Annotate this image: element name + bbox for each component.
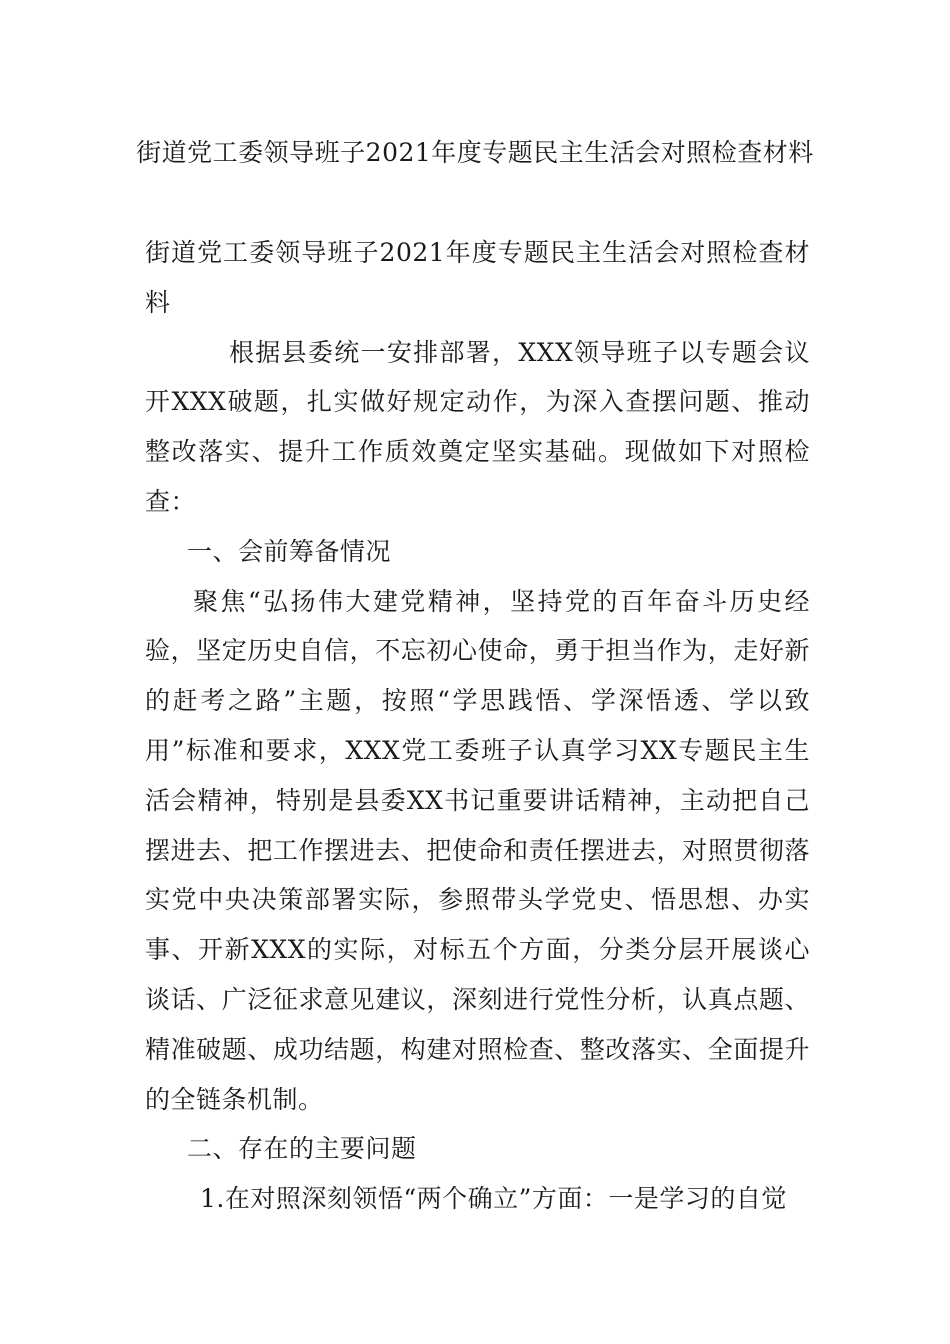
document-title: 街道党工委领导班子2021年度专题民主生活会对照检查材料	[136, 138, 814, 167]
preparation-paragraph: 聚焦“弘扬伟大建党精神，坚持党的百年奋斗历史经验，坚定历史自信，不忘初心使命，勇于担当作为，走好新的赶考之路”主题，按照“学思践悟、学深悟透、学以致用”标准和要求，XXX党工委班子认真学习XX专题民主生活会精神，特别是县委XX书记重要讲话精神，主动把自己摆进去、把工作摆进去、把使命和责任摆进去，对照贯彻落实党中央决策部署实际，参照带头学党史、悟思想、办实事、开新XXX的实际，对标五个方面，分类分层开展谈心谈话、广泛征求意见建议，深刻进行党性分析，认真点题、精准破题、成功结题，构建对照检查、整改落实、全面提升的全链条机制。	[145, 586, 810, 1114]
document-subtitle: 街道党工委领导班子2021年度专题民主生活会对照检查材料	[145, 238, 810, 317]
section-heading-preparation: 一、会前筹备情况	[187, 536, 392, 566]
document-body	[145, 228, 810, 1224]
section-heading-problems: 二、存在的主要问题	[187, 1134, 417, 1164]
problem-item-1: 1.在对照深刻领悟“两个确立”方面：一是学习的自觉	[200, 1184, 787, 1214]
intro-paragraph: 根据县委统一安排部署，XXX领导班子以专题会议开XXX破题，扎实做好规定动作，为深入查摆问题、推动整改落实、提升工作质效奠定坚实基础。现做如下对照检查：	[145, 337, 810, 516]
